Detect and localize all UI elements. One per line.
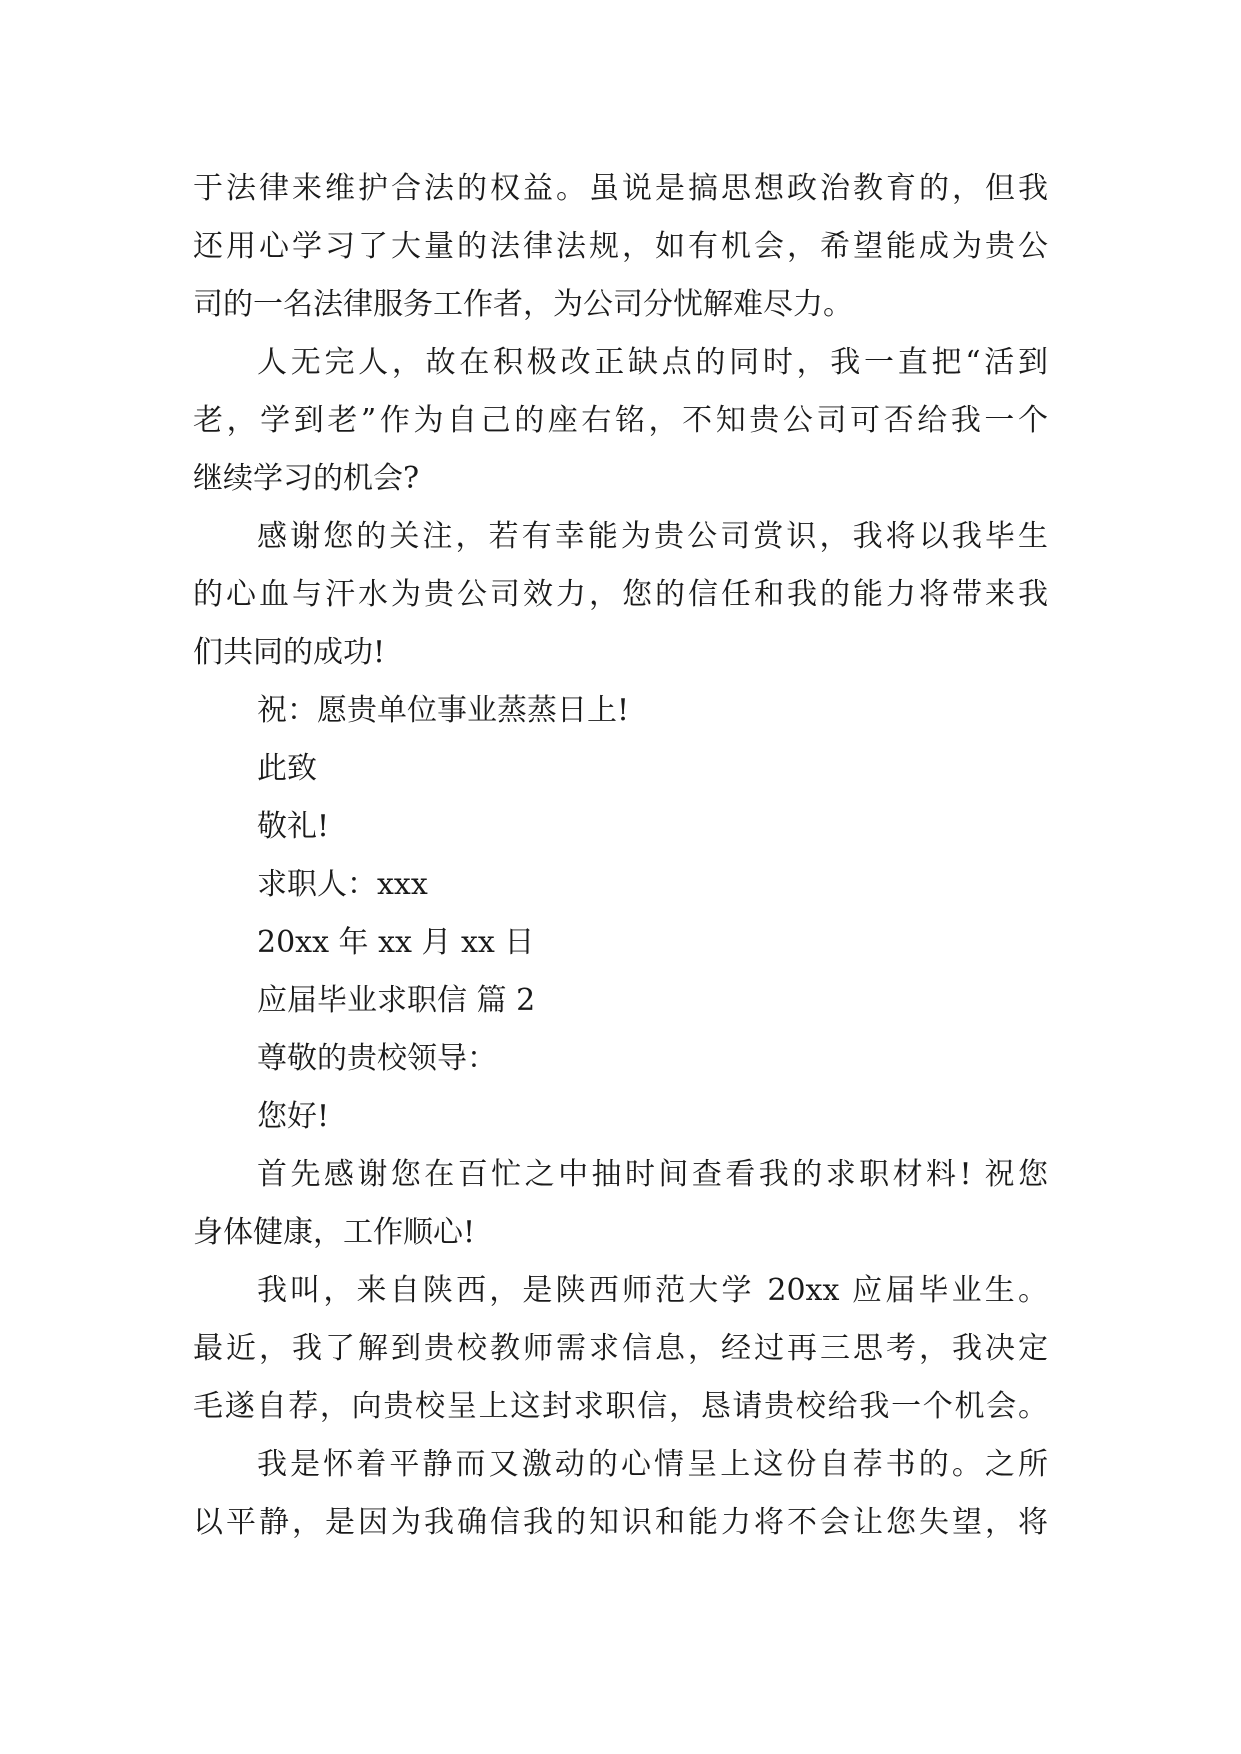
section-title: 应届毕业求职信 篇 2 bbox=[257, 983, 536, 1018]
greeting-hello: 您好! bbox=[257, 1099, 330, 1134]
text-line: 老，学到老”作为自己的座右铭，不知贵公司可否给我一个 bbox=[193, 403, 1048, 438]
text-line: 司的一名法律服务工作者，为公司分忧解难尽力。 bbox=[193, 287, 853, 322]
paragraph-start-line: 我叫，来自陕西，是陕西师范大学 20xx 应届毕业生。 bbox=[257, 1273, 1048, 1308]
paragraph-start-line: 人无完人，故在积极改正缺点的同时，我一直把“活到 bbox=[257, 345, 1048, 380]
text-line: 还用心学习了大量的法律法规，如有机会，希望能成为贵公 bbox=[193, 229, 1048, 264]
text-line: 毛遂自荐，向贵校呈上这封求职信，恳请贵校给我一个机会。 bbox=[193, 1389, 1048, 1424]
text-line: 的心血与汗水为贵公司效力，您的信任和我的能力将带来我 bbox=[193, 577, 1048, 612]
paragraph-start-line: 我是怀着平静而又激动的心情呈上这份自荐书的。之所 bbox=[257, 1447, 1048, 1482]
paragraph-start-line: 首先感谢您在百忙之中抽时间查看我的求职材料! 祝您 bbox=[257, 1157, 1048, 1192]
closing-regards: 敬礼! bbox=[257, 809, 330, 844]
closing-salutation: 此致 bbox=[257, 751, 317, 786]
paragraph-start-line: 感谢您的关注，若有幸能为贵公司赏识，我将以我毕生 bbox=[257, 519, 1048, 554]
text-line: 身体健康，工作顺心! bbox=[193, 1215, 476, 1250]
text-line: 们共同的成功! bbox=[193, 635, 386, 670]
text-line: 最近，我了解到贵校教师需求信息，经过再三思考，我决定 bbox=[193, 1331, 1048, 1366]
letter-date: 20xx 年 xx 月 xx 日 bbox=[257, 925, 535, 960]
greeting-recipient: 尊敬的贵校领导： bbox=[257, 1041, 497, 1076]
closing-wish: 祝：愿贵单位事业蒸蒸日上! bbox=[257, 693, 630, 728]
text-line: 以平静，是因为我确信我的知识和能力将不会让您失望，将 bbox=[193, 1505, 1048, 1540]
letter-body bbox=[193, 160, 1048, 1552]
text-line: 继续学习的机会? bbox=[193, 461, 420, 496]
applicant-signature: 求职人：xxx bbox=[257, 867, 428, 902]
text-line: 于法律来维护合法的权益。虽说是搞思想政治教育的，但我 bbox=[193, 171, 1048, 206]
